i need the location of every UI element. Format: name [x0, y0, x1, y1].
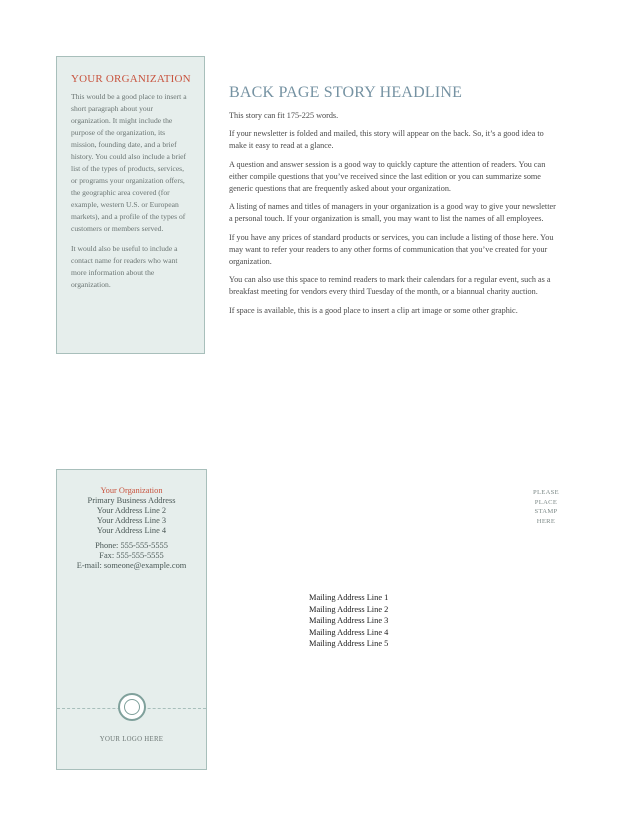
mailing-address-line: Mailing Address Line 3: [309, 616, 389, 625]
stamp-line: STAMP: [534, 508, 558, 515]
story-paragraph: You can also use this space to remind readers to mark their calendars for a regular event, such as a breakfast meeting for vendors every third Tuesday of the month, or a biannual charity auction.: [229, 275, 551, 297]
stamp-placeholder: [522, 488, 570, 526]
return-org-name: Your Organization: [100, 486, 163, 495]
stamp-line: PLACE: [534, 498, 558, 506]
mailing-address-line: Mailing Address Line 1: [309, 593, 389, 602]
logo-placeholder: YOUR LOGO HERE: [99, 736, 164, 743]
circle-seal-icon: [118, 693, 146, 721]
stamp-line: HERE: [536, 517, 556, 525]
return-phone: Phone: 555-555-5555: [95, 541, 168, 550]
mailing-address-line: Mailing Address Line 5: [309, 639, 389, 648]
story-paragraph: A listing of names and titles of managers in your organization is a good way to give your newsletter a personal touch. If your organization is small, you may want to list the names of all employees.: [229, 202, 556, 224]
return-address-line: Primary Business Address: [87, 496, 176, 505]
return-email: E-mail: someone@example.com: [76, 561, 187, 570]
mailing-address-line: Mailing Address Line 4: [309, 627, 389, 637]
return-address: [57, 470, 206, 571]
organization-sidebar: [56, 56, 205, 354]
return-address-panel: [56, 469, 207, 770]
story-paragraph: If your newsletter is folded and mailed, this story will appear on the back. So, it’s a good idea to make it easy to read at a glance.: [229, 129, 544, 151]
mailing-address-line: Mailing Address Line 2: [309, 604, 389, 614]
organization-title: YOUR ORGANIZATION: [71, 73, 191, 85]
story-paragraph: If you have any prices of standard products or services, you can include a listing of those here. You may want to refer your readers to any other forms of communication that you’ve created for your organization.: [229, 232, 554, 267]
back-page-story: [229, 84, 561, 323]
story-paragraph: If space is available, this is a good place to insert a clip art image or some other graphic.: [229, 305, 518, 315]
stamp-line: PLEASE: [533, 489, 559, 496]
mailing-address: [309, 592, 388, 650]
return-address-line: Your Address Line 3: [96, 516, 167, 525]
return-fax: Fax: 555-555-5555: [99, 551, 164, 560]
story-paragraph: A question and answer session is a good way to quickly capture the attention of readers. You can either compile questions that you’ve received since the last edition or you can summarize some generic questions that are frequently asked about your organization.: [229, 159, 546, 194]
seal-inner-ring: [124, 699, 140, 715]
organization-paragraph: It would also be useful to include a contact name for readers who want more information about the organization.: [71, 244, 178, 289]
story-paragraph: This story can fit 175-225 words.: [229, 111, 339, 120]
return-address-line: Your Address Line 4: [96, 526, 167, 535]
return-address-line: Your Address Line 2: [96, 506, 167, 515]
story-headline: BACK PAGE STORY HEADLINE: [229, 84, 463, 101]
organization-paragraph: This would be a good place to insert a short paragraph about your organization. It might include the purpose of the organization, its mission, founding date, and a brief history. You could also include a brief list of the types of products, services, or programs your organization offers, the geographic area covered (for example, western U.S. or European markets), and a profile of the types of customers or members served.: [71, 92, 187, 233]
